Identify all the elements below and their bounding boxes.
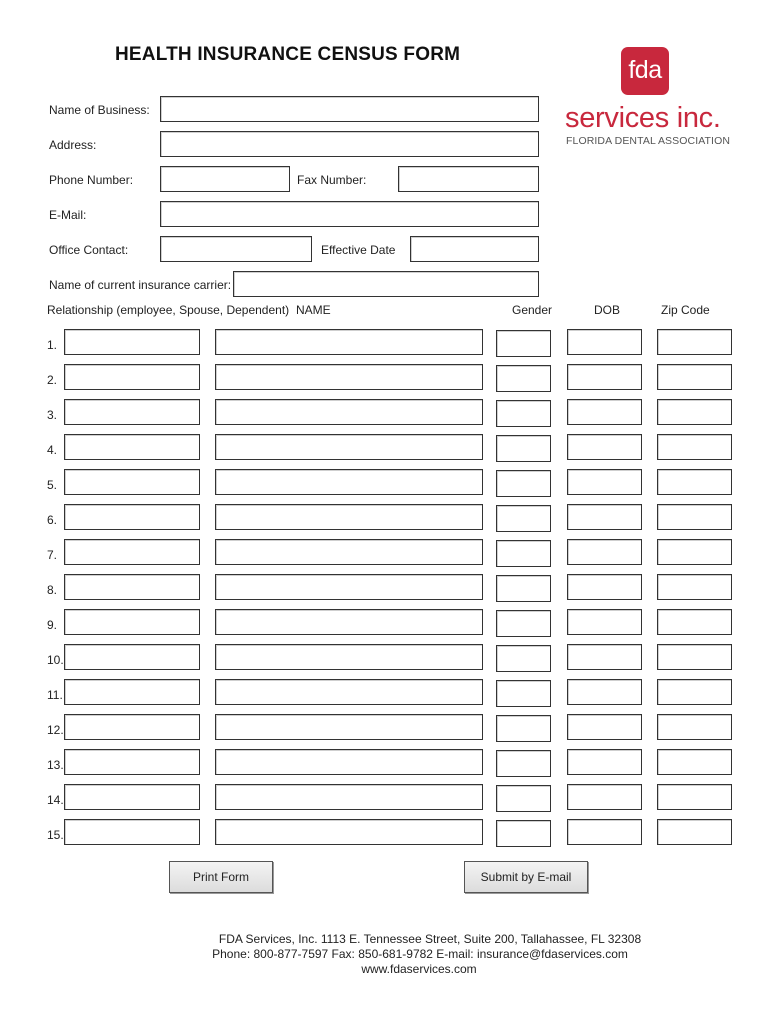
relationship-field[interactable] (64, 504, 200, 530)
row-number: 13. (47, 758, 64, 772)
zip-code-field[interactable] (657, 504, 732, 530)
zip-code-field[interactable] (657, 399, 732, 425)
phone-field[interactable] (160, 166, 290, 192)
zip-code-field[interactable] (657, 609, 732, 635)
name-field[interactable] (215, 539, 483, 565)
logo-subtitle: FLORIDA DENTAL ASSOCIATION (566, 135, 731, 147)
zip-code-field[interactable] (657, 784, 732, 810)
zip-code-field[interactable] (657, 434, 732, 460)
name-field[interactable] (215, 329, 483, 355)
name-field[interactable] (215, 399, 483, 425)
office-contact-label: Office Contact: (49, 243, 129, 257)
dob-field[interactable] (567, 749, 642, 775)
row-number: 3. (47, 408, 58, 422)
gender-field[interactable] (496, 505, 551, 532)
relationship-field[interactable] (64, 819, 200, 845)
dob-field[interactable] (567, 399, 642, 425)
dob-field[interactable] (567, 364, 642, 390)
gender-field[interactable] (496, 470, 551, 497)
gender-field[interactable] (496, 645, 551, 672)
gender-field[interactable] (496, 715, 551, 742)
relationship-field[interactable] (64, 364, 200, 390)
name-field[interactable] (215, 504, 483, 530)
email-label: E-Mail: (49, 208, 87, 222)
fax-label: Fax Number: (297, 173, 367, 187)
zip-code-field[interactable] (657, 679, 732, 705)
page-title: HEALTH INSURANCE CENSUS FORM (115, 44, 461, 65)
row-number: 2. (47, 373, 58, 387)
zip-code-field[interactable] (657, 539, 732, 565)
dob-field[interactable] (567, 679, 642, 705)
name-field[interactable] (215, 784, 483, 810)
effective-date-label: Effective Date (321, 243, 396, 257)
zip-code-field[interactable] (657, 469, 732, 495)
dob-field[interactable] (567, 644, 642, 670)
relationship-field[interactable] (64, 679, 200, 705)
business-label: Name of Business: (49, 103, 150, 117)
header-name: NAME (296, 303, 331, 317)
gender-field[interactable] (496, 820, 551, 847)
zip-code-field[interactable] (657, 819, 732, 845)
footer-website[interactable]: www.fdaservices.com (361, 962, 477, 976)
logo-name: services inc. (565, 102, 721, 134)
phone-label: Phone Number: (49, 173, 134, 187)
dob-field[interactable] (567, 714, 642, 740)
dob-field[interactable] (567, 574, 642, 600)
dob-field[interactable] (567, 329, 642, 355)
footer-contact: Phone: 800-877-7597 Fax: 850-681-9782 E-mail: insurance@fdaservices.com (212, 947, 628, 961)
dob-field[interactable] (567, 469, 642, 495)
row-number: 9. (47, 618, 58, 632)
name-field[interactable] (215, 574, 483, 600)
header-zip: Zip Code (661, 303, 710, 317)
row-number: 14. (47, 793, 64, 807)
zip-code-field[interactable] (657, 329, 732, 355)
relationship-field[interactable] (64, 434, 200, 460)
relationship-field[interactable] (64, 714, 200, 740)
dob-field[interactable] (567, 784, 642, 810)
dob-field[interactable] (567, 539, 642, 565)
dob-field[interactable] (567, 434, 642, 460)
zip-code-field[interactable] (657, 364, 732, 390)
name-field[interactable] (215, 364, 483, 390)
name-field[interactable] (215, 644, 483, 670)
dob-field[interactable] (567, 504, 642, 530)
relationship-field[interactable] (64, 399, 200, 425)
dob-field[interactable] (567, 819, 642, 845)
name-field[interactable] (215, 469, 483, 495)
name-field[interactable] (215, 749, 483, 775)
gender-field[interactable] (496, 435, 551, 462)
row-number: 12. (47, 723, 64, 737)
gender-field[interactable] (496, 575, 551, 602)
relationship-field[interactable] (64, 539, 200, 565)
footer-address: FDA Services, Inc. 1113 E. Tennessee Street, Suite 200, Tallahassee, FL 32308 (218, 932, 642, 946)
print-form-button[interactable]: Print Form (169, 861, 273, 893)
row-number: 8. (47, 583, 58, 597)
relationship-field[interactable] (64, 644, 200, 670)
row-number: 11. (47, 688, 63, 702)
row-number: 10. (47, 653, 64, 667)
relationship-field[interactable] (64, 784, 200, 810)
name-field[interactable] (215, 819, 483, 845)
fda-logo-icon: fda (621, 47, 669, 95)
name-field[interactable] (215, 679, 483, 705)
row-number: 6. (47, 513, 58, 527)
email-field[interactable] (160, 201, 539, 227)
relationship-field[interactable] (64, 574, 200, 600)
name-field[interactable] (215, 714, 483, 740)
row-number: 4. (47, 443, 58, 457)
office-contact-field[interactable] (160, 236, 312, 262)
name-field[interactable] (215, 609, 483, 635)
relationship-field[interactable] (64, 609, 200, 635)
carrier-field[interactable] (233, 271, 539, 297)
gender-field[interactable] (496, 400, 551, 427)
header-relationship: Relationship (employee, Spouse, Dependent) (47, 303, 290, 317)
row-number: 15. (47, 828, 64, 842)
carrier-label: Name of current insurance carrier: (49, 278, 232, 292)
business-name-field[interactable] (160, 96, 539, 122)
gender-field[interactable] (496, 750, 551, 777)
effective-date-field[interactable] (410, 236, 539, 262)
fax-field[interactable] (398, 166, 539, 192)
row-number: 5. (47, 478, 58, 492)
zip-code-field[interactable] (657, 749, 732, 775)
dob-field[interactable] (567, 609, 642, 635)
zip-code-field[interactable] (657, 644, 732, 670)
address-label: Address: (49, 138, 97, 152)
gender-field[interactable] (496, 365, 551, 392)
gender-field[interactable] (496, 680, 551, 707)
relationship-field[interactable] (64, 329, 200, 355)
address-field[interactable] (160, 131, 539, 157)
row-number: 7. (47, 548, 58, 562)
gender-field[interactable] (496, 610, 551, 637)
submit-email-button[interactable]: Submit by E-mail (464, 861, 588, 893)
row-number: 1. (47, 338, 58, 352)
name-field[interactable] (215, 434, 483, 460)
gender-field[interactable] (496, 330, 551, 357)
header-dob: DOB (594, 303, 621, 317)
zip-code-field[interactable] (657, 714, 732, 740)
header-gender: Gender (512, 303, 553, 317)
gender-field[interactable] (496, 785, 551, 812)
relationship-field[interactable] (64, 469, 200, 495)
gender-field[interactable] (496, 540, 551, 567)
relationship-field[interactable] (64, 749, 200, 775)
zip-code-field[interactable] (657, 574, 732, 600)
